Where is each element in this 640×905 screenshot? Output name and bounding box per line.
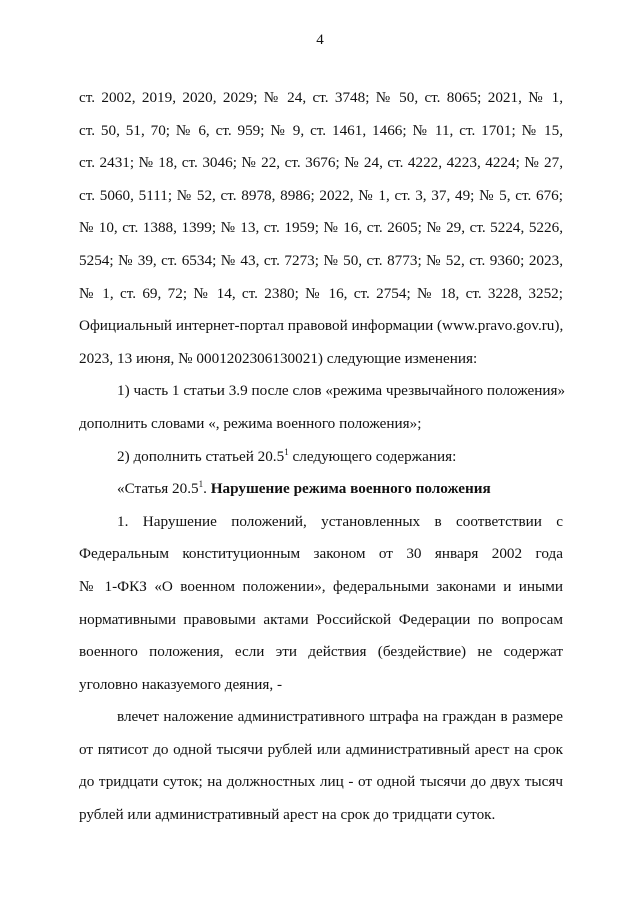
clause-1-line: Федеральным конституционным законом от 30 января 2002 года — [79, 545, 563, 563]
clause-1-line: 1. Нарушение положений, установленных в соответствии с — [117, 512, 563, 530]
clause-1-line: № 1-ФКЗ «О военном положении», федеральными законами и иными — [79, 577, 563, 595]
amendment-item-1-cont: дополнить словами «, режима военного положения»; — [79, 414, 422, 432]
clause-1-line: нормативными правовыми актами Российской Федерации по вопросам — [79, 610, 563, 628]
text-line: № 1, ст. 69, 72; № 14, ст. 2380; № 16, ст. 2754; № 18, ст. 3228, 3252; — [79, 284, 563, 302]
superscript: 1 — [284, 446, 289, 457]
clause-1-line: военного положения, если эти действия (бездействие) не содержат — [79, 643, 563, 661]
text-line: № 10, ст. 1388, 1399; № 13, ст. 1959; № 16, ст. 2605; № 29, ст. 5224, 5226, — [79, 219, 563, 237]
text-line: ст. 2431; № 18, ст. 3046; № 22, ст. 3676; № 24, ст. 4222, 4223, 4224; № 27, — [79, 154, 563, 172]
clause-1-line: уголовно наказуемого деяния, - — [79, 675, 283, 693]
penalty-line: влечет наложение административного штрафа на граждан в размере — [117, 708, 563, 726]
article-title: Нарушение режима военного положения — [210, 480, 491, 498]
penalty-line: от пятисот до одной тысячи рублей или административный арест на срок — [79, 740, 563, 758]
text-line: ст. 5060, 5111; № 52, ст. 8978, 8986; 2022, № 1, ст. 3, 37, 49; № 5, ст. 676; — [79, 186, 563, 204]
penalty-line: рублей или административный арест на срок до тридцати суток. — [79, 806, 496, 824]
text-line: 2023, 13 июня, № 0001202306130021) следующие изменения: — [79, 349, 478, 367]
text-line: ст. 2002, 2019, 2020, 2029; № 24, ст. 3748; № 50, ст. 8065; 2021, № 1, — [79, 89, 563, 106]
superscript: 1 — [198, 479, 204, 490]
document-body — [79, 82, 566, 832]
article-heading: «Статья 20.5$^1$. Нарушение режима военного положения — [117, 479, 491, 498]
amendment-item-2: 2) дополнить статьей 20.5$^1$ следующего содержания: — [117, 446, 457, 465]
text-line: 5254; № 39, ст. 6534; № 43, ст. 7273; № 50, ст. 8773; № 52, ст. 9360; 2023, — [79, 251, 563, 269]
text-line: Официальный интернет-портал правовой информации (www.pravo.gov.ru), — [79, 317, 564, 335]
text-line: ст. 50, 51, 70; № 6, ст. 959; № 9, ст. 1461, 1466; № 11, ст. 1701; № 15, — [79, 121, 563, 139]
amendment-item-1: 1) часть 1 статьи 3.9 после слов «режима чрезвычайного положения» — [117, 382, 566, 400]
penalty-line: до тридцати суток; на должностных лиц - от одной тысячи до двух тысяч — [79, 773, 563, 791]
page-number: 4 — [316, 32, 324, 48]
